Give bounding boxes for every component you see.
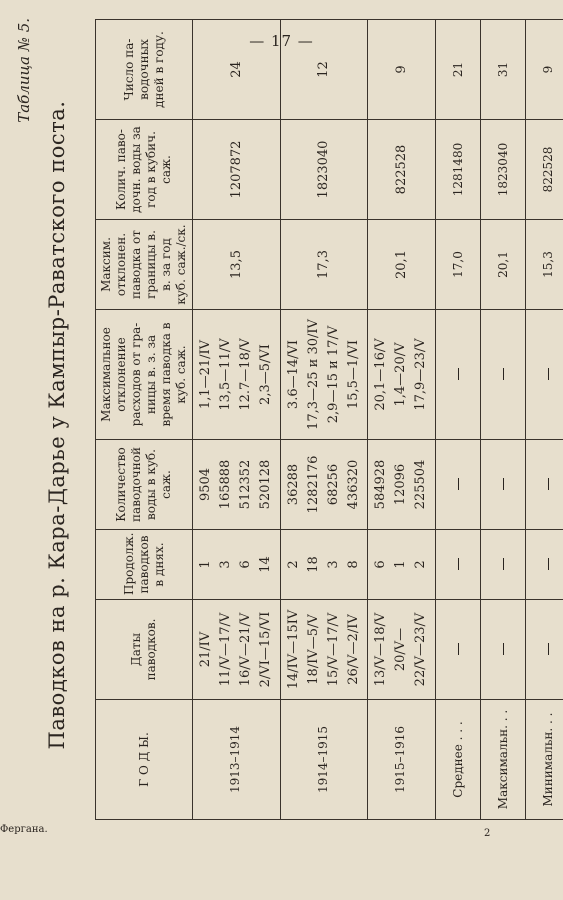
header-volume: Количество паводочной воды в куб. саж.	[96, 440, 193, 530]
deviation-line: 2,3—5/VI	[258, 344, 274, 405]
table-label: Таблица № 5.	[15, 18, 33, 123]
volume-line: 36288	[285, 463, 301, 506]
empty-cell-dash	[525, 440, 563, 530]
deviation-line: 17,3—25 и 30/IV	[305, 319, 321, 430]
side-note-bottom: 2	[484, 828, 491, 839]
max-deviation-cell: 17,3	[280, 220, 368, 310]
dash-mark	[503, 479, 504, 491]
table-container	[95, 19, 563, 820]
side-note-left: Фергана.	[0, 824, 48, 835]
dash-mark	[458, 559, 459, 571]
summary-flood-days: 9	[525, 20, 563, 120]
volume-line: 584928	[373, 459, 389, 510]
summary-label: Среднее . . .	[435, 700, 480, 820]
duration-line: 18	[305, 556, 321, 573]
dates-cell	[193, 600, 281, 700]
duration-line: 3	[325, 560, 341, 569]
date-line: 14/IV—15IV	[285, 609, 301, 690]
date-line: 11/V—17/V	[218, 612, 234, 687]
floods-table	[95, 19, 563, 820]
duration-cell	[368, 530, 435, 600]
dash-mark	[458, 479, 459, 491]
dates-cell	[280, 600, 368, 700]
summary-max-deviation: 17,0	[435, 220, 480, 310]
duration-cell	[193, 530, 281, 600]
volume-cell	[368, 440, 435, 530]
deviation-line: 13,5—11/V	[218, 338, 234, 411]
volume-line: 9504	[198, 467, 213, 502]
volume-line: 436320	[345, 459, 361, 510]
date-line: 13/V—18/V	[373, 612, 389, 687]
flood-days-cell: 12	[280, 20, 368, 120]
empty-cell-dash	[480, 310, 525, 440]
dates-cell	[368, 600, 435, 700]
date-line: 22/V—23/V	[413, 612, 429, 687]
volume-line: 520128	[258, 459, 274, 510]
duration-line: 2	[285, 560, 301, 569]
volume-cell	[280, 440, 368, 530]
dash-mark	[548, 559, 549, 571]
year-cell: 1915–1916	[368, 700, 435, 820]
duration-line: 6	[238, 560, 254, 569]
summary-row	[525, 20, 563, 820]
dash-mark	[548, 479, 549, 491]
summary-row	[480, 20, 525, 820]
dash-mark	[548, 644, 549, 656]
volume-line: 165888	[218, 459, 234, 510]
page-number: — 17 —	[249, 32, 314, 50]
deviation-line: 1,4—20/V	[393, 342, 409, 407]
year-cell: 1914–1915	[280, 700, 368, 820]
annual-volume-cell: 1823040	[280, 120, 368, 220]
empty-cell-dash	[435, 530, 480, 600]
summary-label: Минимальн. . .	[525, 700, 563, 820]
date-line: 16/V—21/V	[238, 612, 254, 687]
duration-line: 3	[218, 560, 234, 569]
volume-cell	[193, 440, 281, 530]
empty-cell-dash	[480, 530, 525, 600]
deviation-cell	[280, 310, 368, 440]
date-line: 26/V—2/IV	[345, 614, 361, 685]
table-header-row	[96, 20, 193, 820]
header-duration: Продолж. паводков в днях.	[96, 530, 193, 600]
header-flood-days: Число паводочных дней в году.	[96, 20, 193, 120]
volume-line: 512352	[238, 459, 254, 510]
summary-row	[435, 20, 480, 820]
duration-line: 6	[373, 560, 389, 569]
deviation-line: 12.7—18/V	[238, 338, 254, 411]
table-body	[193, 20, 563, 820]
max-deviation-cell: 13,5	[193, 220, 281, 310]
annual-volume-cell: 822528	[368, 120, 435, 220]
dash-mark	[503, 369, 504, 381]
volume-line: 225504	[413, 459, 429, 510]
empty-cell-dash	[525, 310, 563, 440]
duration-line: 2	[413, 560, 429, 569]
header-annual-volume: Колич. паводочн. воды за год в кубич. саж.	[96, 120, 193, 220]
header-dates: Даты паводков.	[96, 600, 193, 700]
duration-line: 14	[258, 556, 274, 573]
dash-mark	[548, 369, 549, 381]
deviation-line: 17,9—23/V	[413, 338, 429, 411]
header-max-deviation: Максим. отклонен. паводка от границы в. в. за год куб. саж./ск.	[96, 220, 193, 310]
empty-cell-dash	[525, 600, 563, 700]
flood-days-cell: 24	[193, 20, 281, 120]
deviation-line: 20,1—16/V	[373, 338, 389, 411]
summary-max-deviation: 15,3	[525, 220, 563, 310]
date-line: 15/V—17/V	[325, 612, 341, 687]
deviation-cell	[368, 310, 435, 440]
dash-mark	[503, 644, 504, 656]
empty-cell-dash	[525, 530, 563, 600]
empty-cell-dash	[435, 310, 480, 440]
deviation-line: 15,5—1/VI	[345, 339, 361, 410]
summary-annual-volume: 822528	[525, 120, 563, 220]
date-line: 2/VI—15/VI	[258, 611, 274, 688]
duration-line: 1	[393, 560, 409, 569]
flood-days-cell: 9	[368, 20, 435, 120]
table-row	[193, 20, 281, 820]
empty-cell-dash	[435, 600, 480, 700]
volume-line: 1282176	[305, 455, 321, 514]
summary-annual-volume: 1823040	[480, 120, 525, 220]
dash-mark	[503, 559, 504, 571]
summary-label: Максимальн. . .	[480, 700, 525, 820]
header-years: Г О Д Ы.	[96, 700, 193, 820]
summary-annual-volume: 1281480	[435, 120, 480, 220]
duration-line: 1	[198, 560, 213, 569]
deviation-cell	[193, 310, 281, 440]
dash-mark	[458, 369, 459, 381]
volume-line: 68256	[325, 463, 341, 506]
date-line: 20/V—	[393, 627, 409, 672]
deviation-line: 1,1—21/IV	[198, 339, 213, 410]
date-line: 18/IV—5/V	[305, 614, 321, 685]
empty-cell-dash	[435, 440, 480, 530]
empty-cell-dash	[480, 440, 525, 530]
header-deviation: Максимальное отклонение расходов от границы в. з. за время паводка в куб. саж.	[96, 310, 193, 440]
deviation-line: 2,9—15 и 17/V	[325, 325, 341, 424]
annual-volume-cell: 1207872	[193, 120, 281, 220]
summary-flood-days: 31	[480, 20, 525, 120]
table-row	[280, 20, 368, 820]
duration-line: 8	[345, 560, 361, 569]
table-row	[368, 20, 435, 820]
duration-cell	[280, 530, 368, 600]
summary-max-deviation: 20,1	[480, 220, 525, 310]
dash-mark	[458, 644, 459, 656]
volume-line: 12096	[393, 463, 409, 506]
page-title: Паводков на р. Кара-Дарье у Кампыр-Раватского поста.	[45, 100, 69, 750]
deviation-line: 3.6—14/VI	[285, 339, 301, 410]
year-cell: 1913–1914	[193, 700, 281, 820]
rotated-page-content	[15, 10, 555, 840]
date-line: 21/IV	[198, 631, 213, 668]
summary-flood-days: 21	[435, 20, 480, 120]
max-deviation-cell: 20,1	[368, 220, 435, 310]
empty-cell-dash	[480, 600, 525, 700]
